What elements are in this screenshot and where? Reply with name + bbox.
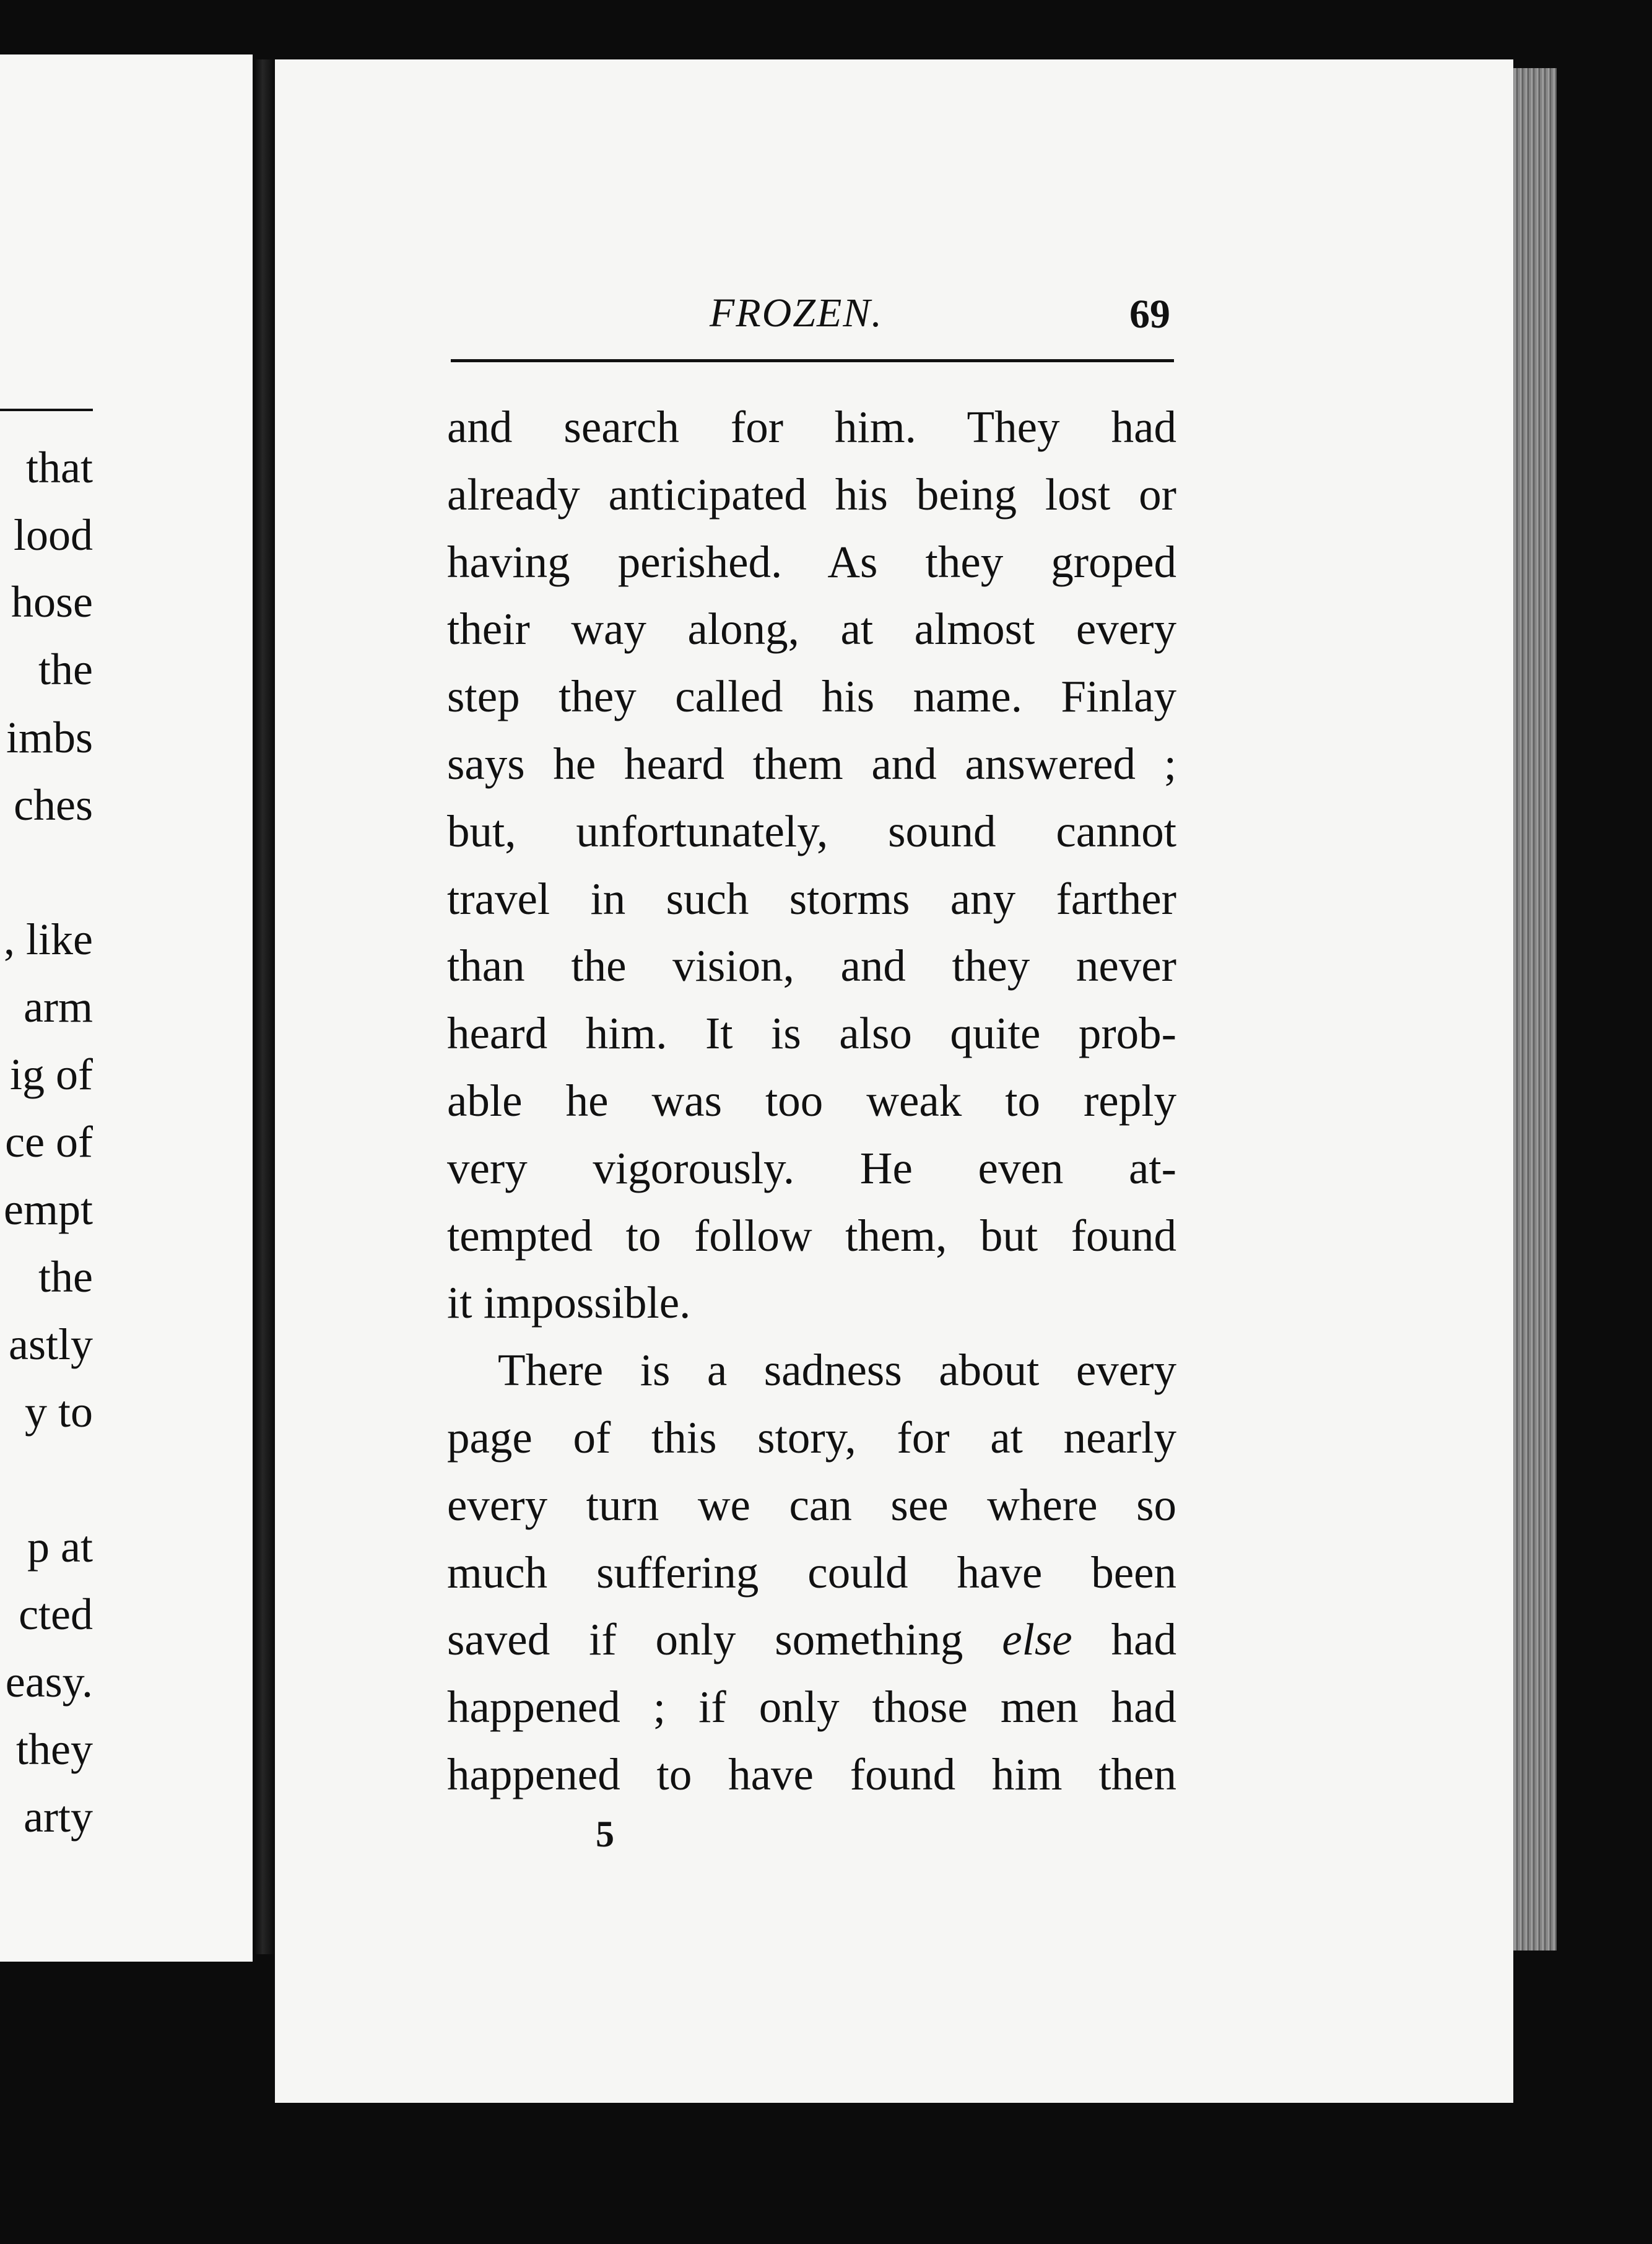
text-line: happened to have found him then (447, 1749, 1176, 1799)
text-line: able he was too weak to reply (447, 1075, 1176, 1126)
text-line: but, unfortunately, sound cannot (447, 806, 1176, 856)
book-gutter (253, 59, 275, 1954)
text-line: their way along, at almost every (447, 604, 1176, 654)
text-line: tempted to follow them, but found (447, 1210, 1176, 1261)
text-line: much suffering could have been (447, 1547, 1176, 1598)
text-line: page of this story, for at nearly (447, 1412, 1176, 1463)
left-line: they (16, 1724, 93, 1774)
text-line: than the vision, and they never (447, 941, 1176, 991)
text-line: There is a sadness about every (498, 1345, 1176, 1396)
running-head: FROZEN. (710, 290, 883, 336)
left-line: ig of (10, 1050, 93, 1099)
left-line: ches (14, 780, 93, 830)
text-line: and search for him. They had (447, 402, 1176, 452)
left-line: astly (9, 1320, 93, 1369)
left-line: y to (24, 1387, 93, 1437)
text-line: saved if only something else had (447, 1614, 1176, 1665)
left-page-rule (0, 409, 93, 411)
left-line: , like (4, 915, 93, 964)
page-number: 69 (1129, 292, 1170, 337)
emphasis-word: else (1002, 1614, 1072, 1665)
text-line: happened ; if only those men had (447, 1682, 1176, 1733)
text-line: every turn we can see where so (447, 1479, 1176, 1530)
left-line: lood (13, 510, 93, 560)
body-text (447, 394, 1176, 1809)
text-line: travel in such storms any farther (447, 873, 1176, 924)
text-line: heard him. It is also quite prob- (447, 1008, 1176, 1059)
left-line: arm (24, 982, 93, 1032)
text-line: already anticipated his being lost or (447, 469, 1176, 520)
text-line: says he heard them and answered ; (447, 738, 1176, 789)
header-rule (451, 359, 1174, 362)
signature-mark: 5 (596, 1814, 614, 1855)
page-edges (1513, 68, 1557, 1950)
left-line: cted (19, 1590, 93, 1639)
text-line: having perished. As they groped (447, 536, 1176, 587)
left-line: imbs (6, 713, 93, 762)
left-line: arty (24, 1792, 93, 1842)
left-line: the (38, 1252, 93, 1302)
left-line: ce of (5, 1117, 93, 1167)
left-line: the (38, 645, 93, 694)
left-line: that (26, 443, 93, 492)
text-line: step they called his name. Finlay (447, 671, 1176, 722)
left-line: easy. (5, 1657, 93, 1707)
left-page (0, 54, 253, 1962)
text-line: very vigorously. He even at- (447, 1142, 1176, 1193)
text-line: it impossible. (447, 1277, 691, 1328)
left-line: empt (4, 1185, 93, 1234)
left-line: hose (11, 577, 93, 627)
left-line: p at (27, 1522, 93, 1572)
